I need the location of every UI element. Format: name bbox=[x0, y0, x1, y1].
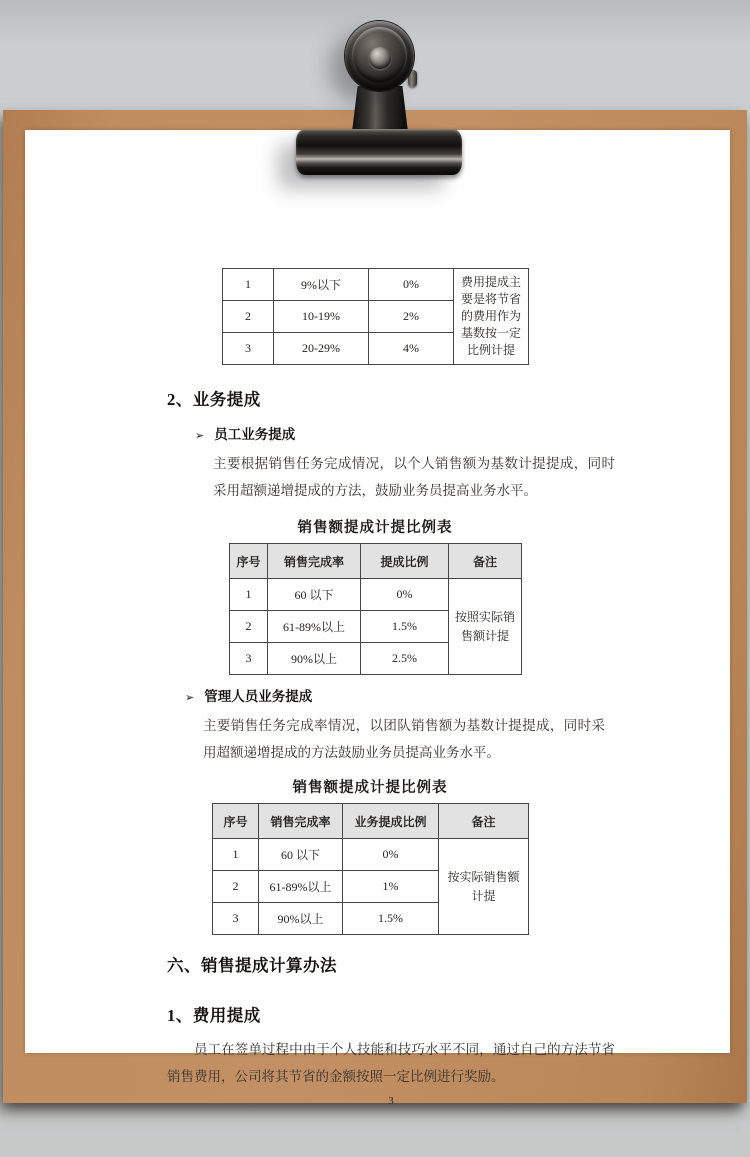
table-cell: 1 bbox=[213, 839, 259, 871]
page-content bbox=[25, 130, 730, 1107]
paragraph-expense-commission: 员工在签单过程中由于个人技能和技巧水平不同，通过自己的方法节省销售费用，公司将其节省的金额按照一定比例进行奖励。 bbox=[167, 1042, 615, 1084]
column-header: 销售完成率 bbox=[268, 544, 361, 579]
table-cell: 20-29% bbox=[274, 333, 369, 365]
arrow-bullet-icon: ➢ bbox=[195, 429, 205, 442]
table-cell: 4% bbox=[369, 333, 454, 365]
table-cell: 1% bbox=[343, 871, 439, 903]
table-cell: 2 bbox=[223, 301, 274, 333]
table-note-cell: 费用提成主要是将节省的费用作为基数按一定比例计提 bbox=[454, 269, 529, 365]
bullet-title: 管理人员业务提成 bbox=[204, 689, 313, 704]
expense-ratio-table bbox=[222, 268, 529, 365]
table-row bbox=[223, 269, 529, 301]
column-header: 备注 bbox=[449, 544, 522, 579]
table-cell: 60 以下 bbox=[259, 839, 343, 871]
clip-hinge-tab bbox=[408, 70, 417, 87]
column-header: 序号 bbox=[213, 804, 259, 839]
table-note-cell: 按照实际销售额计提 bbox=[449, 579, 522, 675]
table-cell: 90%以上 bbox=[259, 903, 343, 935]
table-cell: 0% bbox=[369, 269, 454, 301]
employee-commission-table bbox=[229, 543, 522, 675]
table-row bbox=[213, 839, 529, 871]
bullet-manager-commission bbox=[185, 685, 616, 705]
section-heading-commission-calculation: 六、销售提成计算办法 bbox=[167, 956, 337, 975]
table-title: 销售额提成计提比例表 bbox=[297, 520, 453, 536]
table-title: 销售额提成计提比例表 bbox=[292, 780, 448, 796]
table-header-row bbox=[230, 544, 522, 579]
bullet-title: 员工业务提成 bbox=[214, 427, 296, 442]
employee-commission-table-block bbox=[229, 516, 521, 675]
table-cell: 0% bbox=[361, 579, 449, 611]
table-cell: 1 bbox=[230, 579, 268, 611]
table-header-row bbox=[213, 804, 529, 839]
table-cell: 1.5% bbox=[361, 611, 449, 643]
table-cell: 2.5% bbox=[361, 643, 449, 675]
table-cell: 9%以下 bbox=[274, 269, 369, 301]
table-cell: 60 以下 bbox=[268, 579, 361, 611]
page-number: 3 bbox=[388, 1095, 394, 1107]
column-header: 业务提成比例 bbox=[343, 804, 439, 839]
table-cell: 1.5% bbox=[343, 903, 439, 935]
manager-commission-table bbox=[212, 803, 529, 935]
table-cell: 3 bbox=[230, 643, 268, 675]
column-header: 销售完成率 bbox=[259, 804, 343, 839]
clip-knob bbox=[345, 21, 414, 91]
section-heading-business-commission: 2、业务提成 bbox=[167, 390, 261, 409]
sub-heading-expense-commission: 1、费用提成 bbox=[167, 1006, 261, 1025]
table-cell: 10-19% bbox=[274, 301, 369, 333]
paragraph-manager-commission: 主要销售任务完成率情况，以团队销售额为基数计提提成，同时采用超额递增提成的方法鼓励业务员提高业务水平。 bbox=[203, 718, 605, 760]
table-cell: 3 bbox=[223, 333, 274, 365]
arrow-bullet-icon: ➢ bbox=[185, 691, 195, 704]
table-cell: 1 bbox=[223, 269, 274, 301]
table-cell: 2 bbox=[213, 871, 259, 903]
table-cell: 90%以上 bbox=[268, 643, 361, 675]
table-cell: 2 bbox=[230, 611, 268, 643]
paragraph-employee-commission: 主要根据销售任务完成情况，以个人销售额为基数计提提成，同时采用超额递增提成的方法，鼓励业务员提高业务水平。 bbox=[213, 456, 615, 498]
column-header: 提成比例 bbox=[361, 544, 449, 579]
column-header: 序号 bbox=[230, 544, 268, 579]
table-cell: 61-89%以上 bbox=[259, 871, 343, 903]
table-row bbox=[230, 579, 522, 611]
column-header: 备注 bbox=[439, 804, 529, 839]
table-cell: 2% bbox=[369, 301, 454, 333]
table-cell: 3 bbox=[213, 903, 259, 935]
manager-commission-table-block bbox=[212, 776, 528, 935]
table-note-cell: 按实际销售额计提 bbox=[439, 839, 529, 935]
document-page bbox=[25, 130, 730, 1107]
table-cell: 61-89%以上 bbox=[268, 611, 361, 643]
bullet-employee-commission bbox=[195, 423, 616, 443]
table-cell: 0% bbox=[343, 839, 439, 871]
